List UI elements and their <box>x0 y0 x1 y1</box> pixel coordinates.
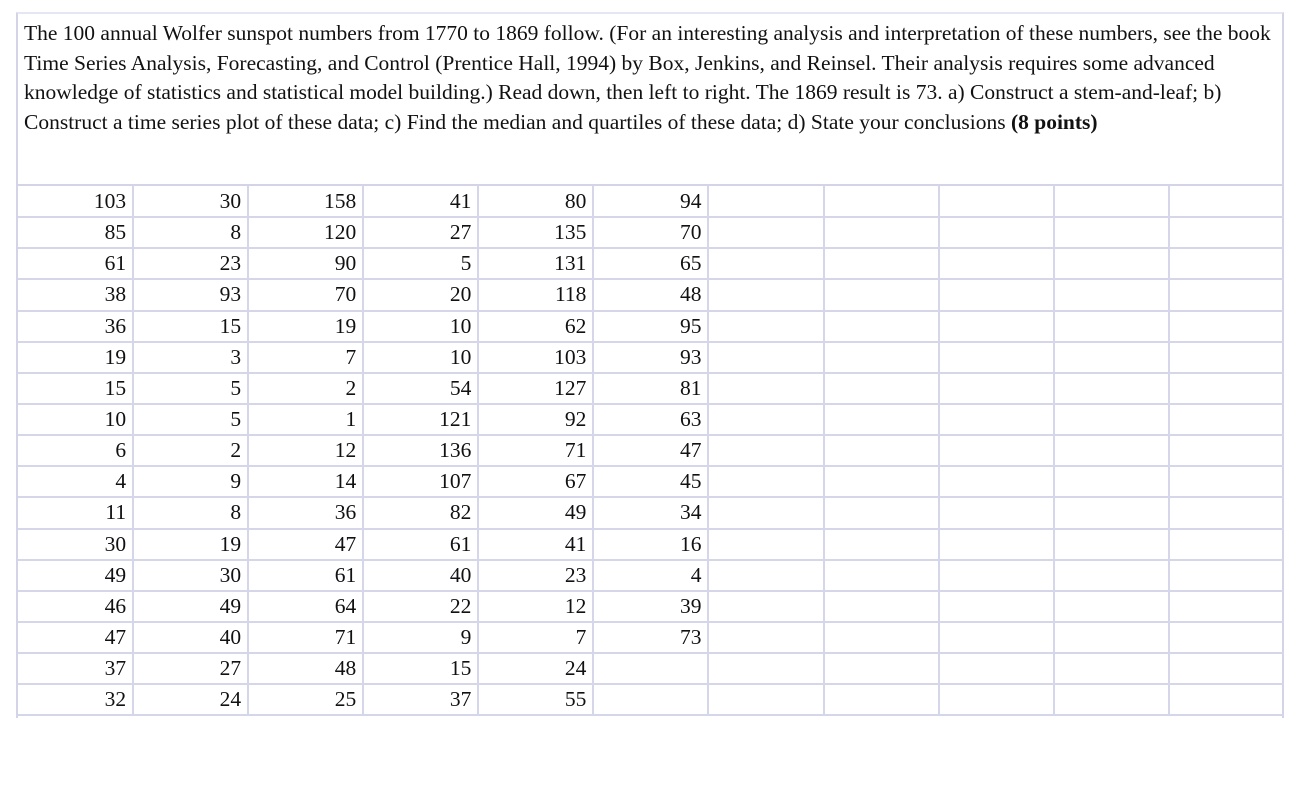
table-cell: 127 <box>478 373 593 404</box>
table-cell <box>824 497 939 528</box>
table-cell: 24 <box>478 653 593 684</box>
table-cell <box>824 311 939 342</box>
table-cell <box>1054 653 1169 684</box>
table-cell: 9 <box>363 622 478 653</box>
table-cell <box>1169 497 1284 528</box>
table-cell: 27 <box>363 217 478 248</box>
table-cell <box>1054 529 1169 560</box>
table-row <box>18 529 1284 560</box>
table-cell <box>1054 279 1169 310</box>
table-cell: 67 <box>478 466 593 497</box>
table-cell: 135 <box>478 217 593 248</box>
table-cell <box>1054 404 1169 435</box>
table-cell <box>1169 373 1284 404</box>
table-cell <box>708 311 823 342</box>
table-row <box>18 560 1284 591</box>
table-cell <box>939 186 1054 217</box>
table-cell <box>939 653 1054 684</box>
table-row <box>18 684 1284 715</box>
table-cell: 85 <box>18 217 133 248</box>
table-cell <box>939 497 1054 528</box>
table-cell: 94 <box>593 186 708 217</box>
table-cell <box>1169 684 1284 715</box>
table-cell <box>824 684 939 715</box>
table-cell: 81 <box>593 373 708 404</box>
table-cell: 47 <box>18 622 133 653</box>
table-cell <box>708 653 823 684</box>
table-cell <box>708 342 823 373</box>
table-cell <box>1169 653 1284 684</box>
table-cell <box>1054 186 1169 217</box>
table-cell: 103 <box>18 186 133 217</box>
table-cell <box>824 560 939 591</box>
table-cell: 5 <box>133 404 248 435</box>
table-cell: 23 <box>133 248 248 279</box>
table-cell: 64 <box>248 591 363 622</box>
table-cell: 5 <box>133 373 248 404</box>
table-cell: 47 <box>593 435 708 466</box>
table-cell <box>824 622 939 653</box>
table-cell <box>939 342 1054 373</box>
table-cell <box>939 217 1054 248</box>
problem-statement <box>18 14 1282 186</box>
table-cell: 10 <box>363 342 478 373</box>
table-cell: 15 <box>133 311 248 342</box>
table-cell: 8 <box>133 217 248 248</box>
table-cell: 10 <box>18 404 133 435</box>
table-cell <box>1054 373 1169 404</box>
table-cell <box>939 435 1054 466</box>
table-cell <box>939 684 1054 715</box>
table-row <box>18 653 1284 684</box>
table-cell: 82 <box>363 497 478 528</box>
table-cell: 63 <box>593 404 708 435</box>
table-cell: 14 <box>248 466 363 497</box>
table-cell <box>708 404 823 435</box>
table-cell <box>1169 342 1284 373</box>
table-cell: 45 <box>593 466 708 497</box>
table-cell <box>939 404 1054 435</box>
table-cell <box>1169 186 1284 217</box>
table-cell <box>593 653 708 684</box>
table-cell: 22 <box>363 591 478 622</box>
table-cell <box>1169 622 1284 653</box>
table-cell <box>1169 466 1284 497</box>
table-cell: 136 <box>363 435 478 466</box>
table-cell: 12 <box>478 591 593 622</box>
table-cell <box>939 591 1054 622</box>
table-cell: 62 <box>478 311 593 342</box>
table-cell <box>1054 622 1169 653</box>
table-cell: 47 <box>248 529 363 560</box>
table-cell <box>1054 560 1169 591</box>
table-row <box>18 435 1284 466</box>
table-cell <box>708 684 823 715</box>
table-cell: 90 <box>248 248 363 279</box>
table-cell: 46 <box>18 591 133 622</box>
table-cell: 23 <box>478 560 593 591</box>
table-cell: 8 <box>133 497 248 528</box>
table-row <box>18 622 1284 653</box>
table-cell <box>824 529 939 560</box>
table-cell: 36 <box>18 311 133 342</box>
table-cell: 38 <box>18 279 133 310</box>
table-cell <box>1054 342 1169 373</box>
table-row <box>18 186 1284 217</box>
table-cell <box>939 622 1054 653</box>
table-cell <box>824 342 939 373</box>
table-cell: 49 <box>133 591 248 622</box>
table-cell: 11 <box>18 497 133 528</box>
table-cell: 3 <box>133 342 248 373</box>
table-cell <box>708 279 823 310</box>
table-cell <box>1054 311 1169 342</box>
table-cell: 19 <box>133 529 248 560</box>
table-cell <box>824 248 939 279</box>
table-cell <box>1169 591 1284 622</box>
table-cell <box>939 373 1054 404</box>
table-cell <box>708 529 823 560</box>
table-cell: 2 <box>248 373 363 404</box>
table-cell: 55 <box>478 684 593 715</box>
table-cell <box>708 373 823 404</box>
table-cell <box>708 560 823 591</box>
table-cell: 36 <box>248 497 363 528</box>
table-cell: 27 <box>133 653 248 684</box>
table-cell <box>1054 466 1169 497</box>
table-cell <box>1169 435 1284 466</box>
table-cell <box>824 591 939 622</box>
table-cell: 70 <box>248 279 363 310</box>
table-cell: 118 <box>478 279 593 310</box>
table-cell <box>708 186 823 217</box>
table-cell: 7 <box>248 342 363 373</box>
table-cell: 16 <box>593 529 708 560</box>
table-row <box>18 404 1284 435</box>
table-cell: 107 <box>363 466 478 497</box>
table-cell: 30 <box>133 186 248 217</box>
table-cell: 103 <box>478 342 593 373</box>
table-cell <box>708 622 823 653</box>
table-cell <box>1169 404 1284 435</box>
table-cell <box>1054 248 1169 279</box>
table-cell <box>1169 248 1284 279</box>
table-cell: 10 <box>363 311 478 342</box>
table-cell: 2 <box>133 435 248 466</box>
table-cell <box>1169 217 1284 248</box>
table-cell: 41 <box>363 186 478 217</box>
table-cell: 49 <box>478 497 593 528</box>
table-cell: 25 <box>248 684 363 715</box>
table-cell <box>939 279 1054 310</box>
table-cell: 4 <box>18 466 133 497</box>
table-row <box>18 466 1284 497</box>
table-cell <box>593 684 708 715</box>
table-cell: 40 <box>133 622 248 653</box>
table-cell <box>824 653 939 684</box>
table-cell: 61 <box>363 529 478 560</box>
table-cell <box>939 466 1054 497</box>
table-cell: 37 <box>363 684 478 715</box>
table-cell <box>939 248 1054 279</box>
table-row <box>18 248 1284 279</box>
table-cell: 71 <box>248 622 363 653</box>
table-cell <box>1169 529 1284 560</box>
table-cell: 15 <box>18 373 133 404</box>
table-cell: 131 <box>478 248 593 279</box>
table-cell <box>1169 560 1284 591</box>
problem-container <box>16 12 1284 718</box>
table-cell: 121 <box>363 404 478 435</box>
table-cell <box>1054 591 1169 622</box>
table-row <box>18 497 1284 528</box>
table-row <box>18 373 1284 404</box>
table-cell: 120 <box>248 217 363 248</box>
points-label: (8 points) <box>1010 110 1098 135</box>
table-row <box>18 311 1284 342</box>
table-cell: 71 <box>478 435 593 466</box>
table-row <box>18 591 1284 622</box>
table-cell: 158 <box>248 186 363 217</box>
table-cell <box>939 311 1054 342</box>
table-cell: 9 <box>133 466 248 497</box>
table-cell: 41 <box>478 529 593 560</box>
table-cell <box>824 466 939 497</box>
table-cell: 61 <box>18 248 133 279</box>
table-cell: 19 <box>248 311 363 342</box>
problem-text: The 100 annual Wolfer sunspot numbers from 1770 to 1869 follow. (For an interesting analysis and interpretation of these numbers, see the book Time Series Analysis, Forecasting, and Control (Prentice Hall, 1994) by Box, Jenkins, and Reinsel. Their analysis requires some advanced knowledge of statistics and statistical model building.) Read down, then left to right. The 1869 result is 73. a) Construct a stem-and-leaf; b) Construct a time series plot of these data; c) Find the median and quartiles of these data; d) State your conclusions <box>24 21 1271 135</box>
table-cell: 92 <box>478 404 593 435</box>
table-cell: 80 <box>478 186 593 217</box>
table-cell: 30 <box>133 560 248 591</box>
table-row <box>18 217 1284 248</box>
table-cell: 5 <box>363 248 478 279</box>
table-cell <box>708 591 823 622</box>
table-cell: 24 <box>133 684 248 715</box>
table-cell: 48 <box>593 279 708 310</box>
table-row <box>18 342 1284 373</box>
table-cell <box>824 186 939 217</box>
table-cell: 30 <box>18 529 133 560</box>
sunspot-data-table <box>18 186 1284 716</box>
table-cell <box>824 217 939 248</box>
table-cell <box>708 466 823 497</box>
table-cell <box>708 497 823 528</box>
table-cell <box>708 217 823 248</box>
table-cell: 93 <box>133 279 248 310</box>
table-cell: 7 <box>478 622 593 653</box>
table-cell <box>708 248 823 279</box>
table-cell: 32 <box>18 684 133 715</box>
table-cell: 61 <box>248 560 363 591</box>
table-cell: 19 <box>18 342 133 373</box>
table-cell: 15 <box>363 653 478 684</box>
table-cell: 70 <box>593 217 708 248</box>
table-cell <box>939 529 1054 560</box>
table-cell: 48 <box>248 653 363 684</box>
table-cell <box>1169 311 1284 342</box>
table-cell <box>1054 435 1169 466</box>
table-cell <box>1054 497 1169 528</box>
table-cell: 34 <box>593 497 708 528</box>
table-cell: 54 <box>363 373 478 404</box>
table-cell <box>824 435 939 466</box>
table-cell <box>708 435 823 466</box>
table-cell: 93 <box>593 342 708 373</box>
table-cell <box>939 560 1054 591</box>
table-cell <box>824 373 939 404</box>
table-cell: 1 <box>248 404 363 435</box>
table-cell <box>1054 684 1169 715</box>
table-cell <box>824 404 939 435</box>
table-cell: 73 <box>593 622 708 653</box>
table-cell <box>824 279 939 310</box>
table-cell: 6 <box>18 435 133 466</box>
table-cell: 65 <box>593 248 708 279</box>
table-cell <box>1169 279 1284 310</box>
table-cell: 12 <box>248 435 363 466</box>
table-cell: 49 <box>18 560 133 591</box>
table-cell: 40 <box>363 560 478 591</box>
table-cell: 95 <box>593 311 708 342</box>
table-row <box>18 279 1284 310</box>
table-cell: 20 <box>363 279 478 310</box>
table-cell <box>1054 217 1169 248</box>
table-cell: 37 <box>18 653 133 684</box>
table-cell: 4 <box>593 560 708 591</box>
table-cell: 39 <box>593 591 708 622</box>
